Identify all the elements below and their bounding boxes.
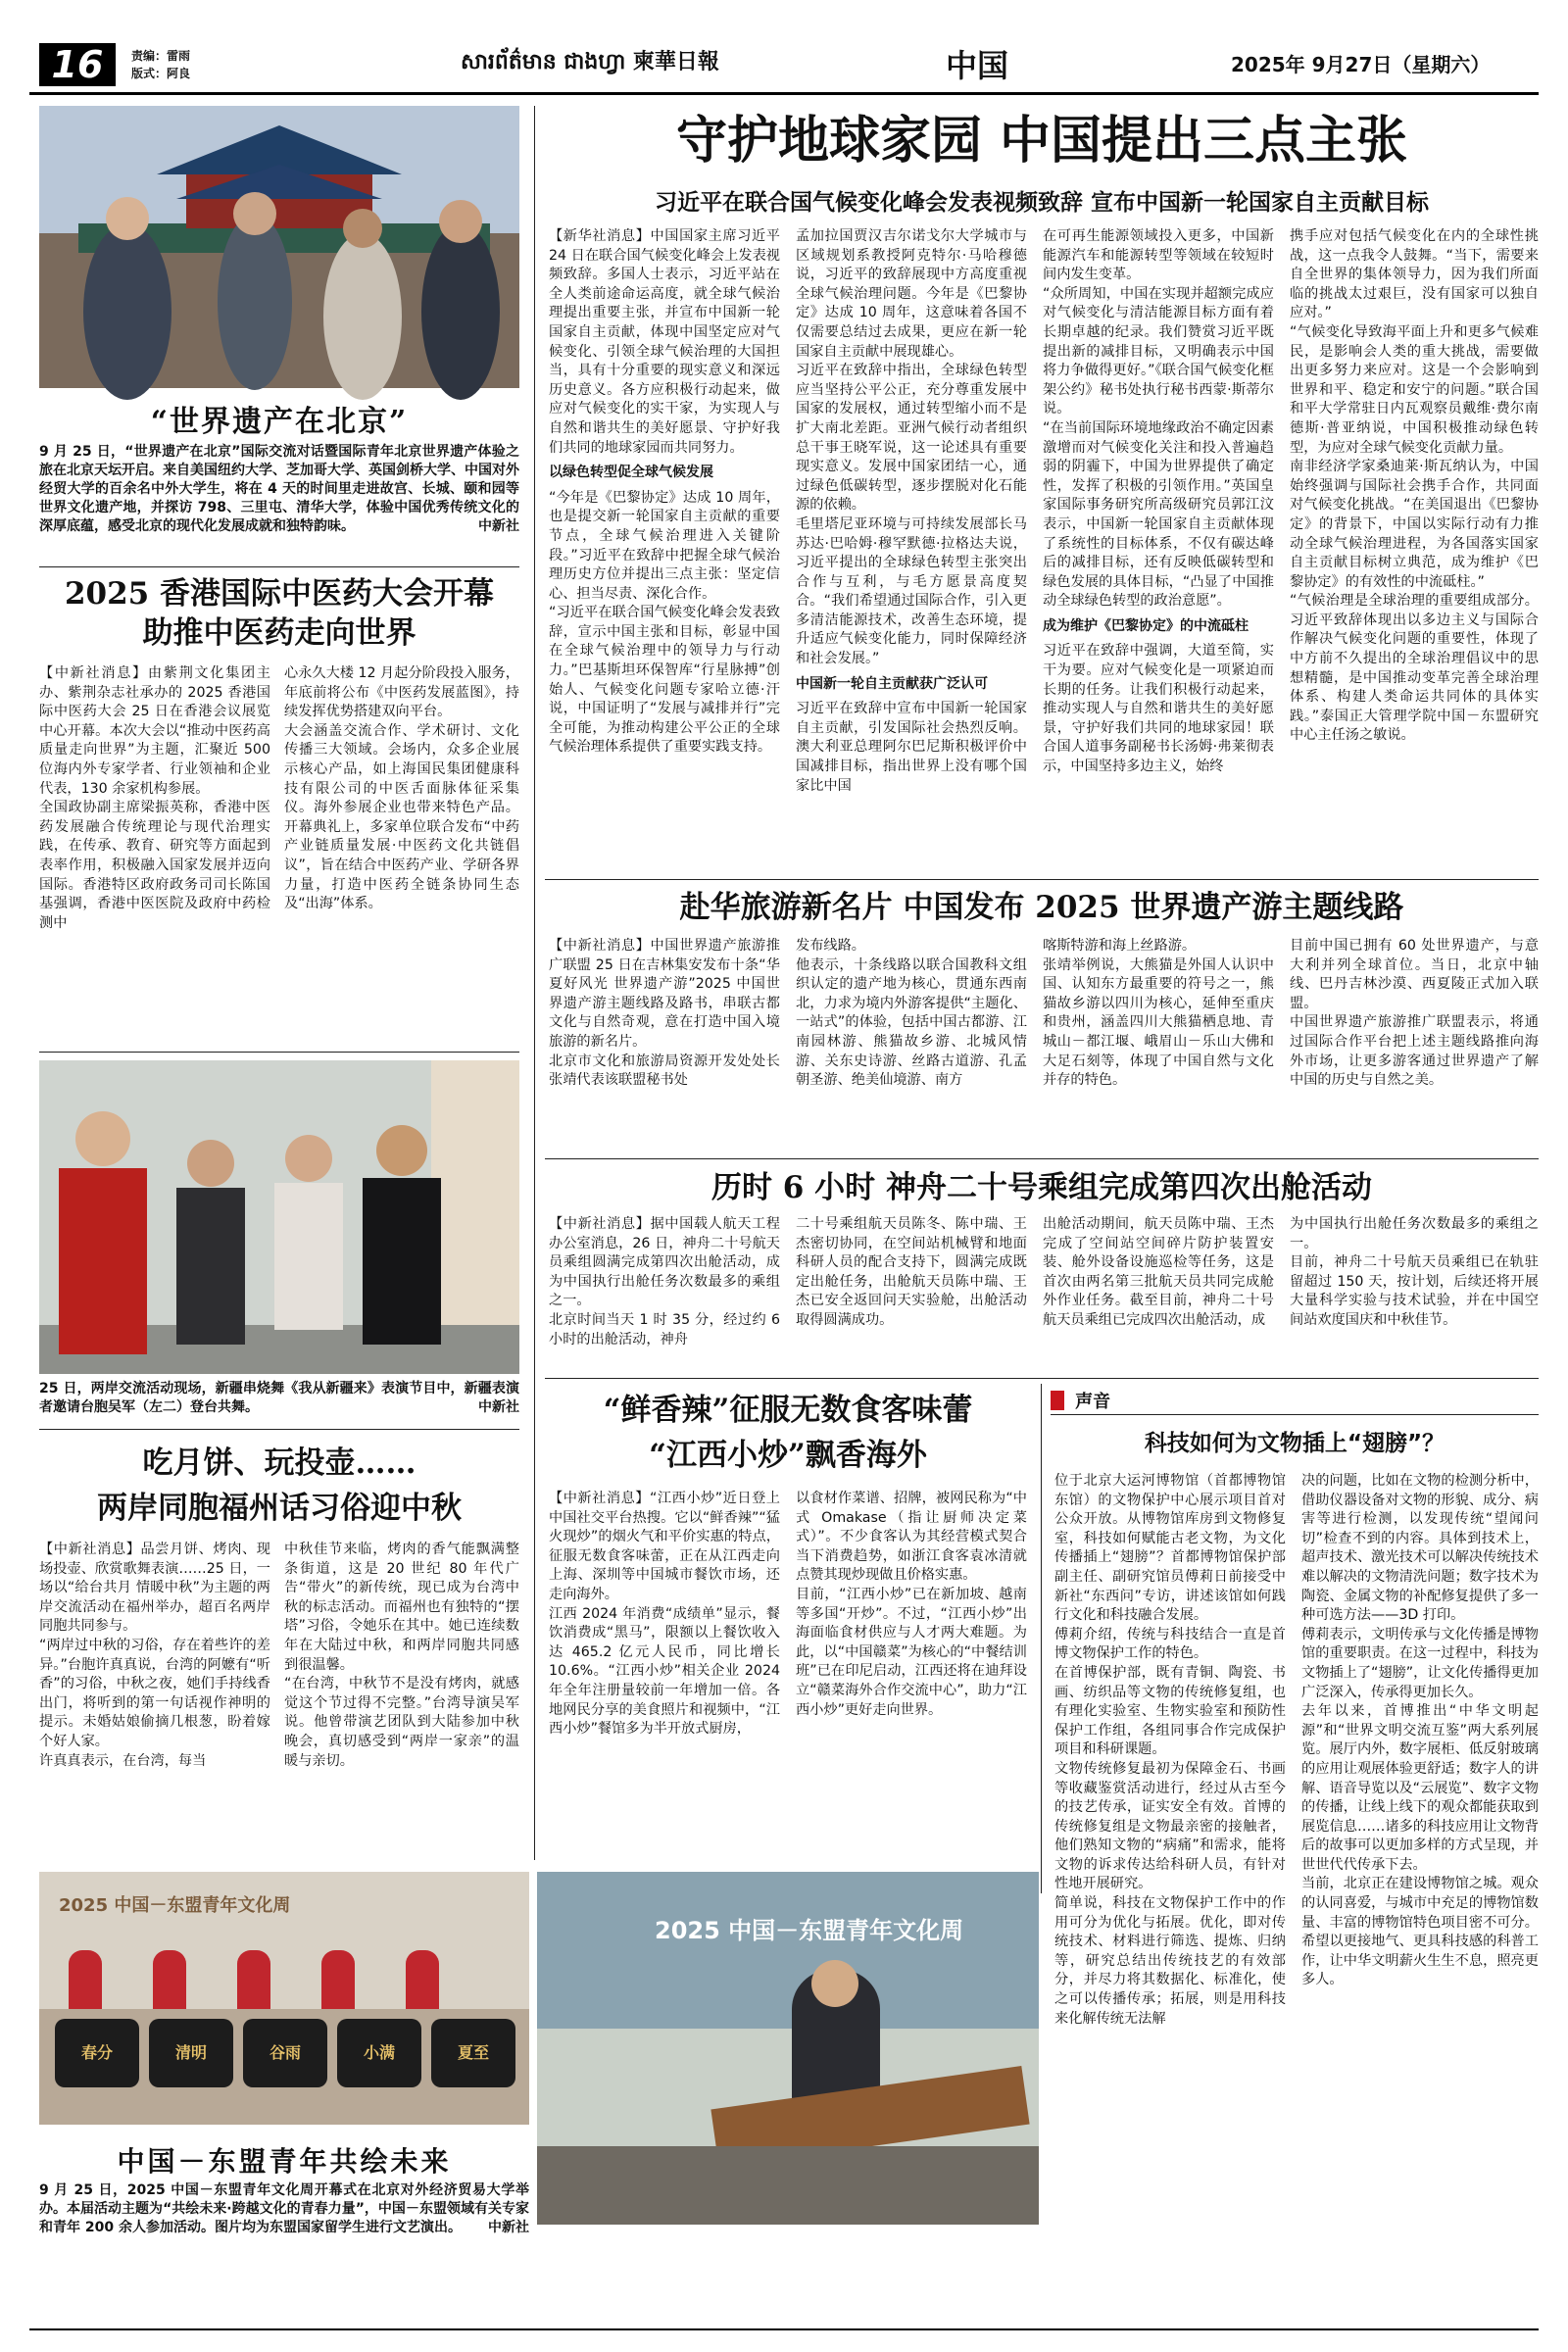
photo3-title: 中国－东盟青年共绘未来 — [117, 2145, 452, 2178]
photo-asean-drums — [39, 1872, 529, 2125]
drum: 小满 — [337, 2019, 421, 2087]
lead-col3 — [1043, 227, 1274, 872]
photo-temple-of-heaven — [39, 106, 519, 388]
banner-text-right: 2025 中国－东盟青年文化周 — [655, 1917, 964, 1944]
taiwan-headline-line1: 吃月饼、玩投壶…… — [142, 1446, 416, 1481]
banner-text-left: 2025 中国－东盟青年文化周 — [59, 1895, 291, 1916]
photo2-caption — [39, 1380, 519, 1417]
issue-date: 2025年 9月27日（星期六） — [1231, 53, 1491, 76]
lead-col1-subhead: 以绿色转型促全球气候发展 — [549, 465, 713, 481]
lead-col1-text: 【新华社消息】中国国家主席习近平 24 日在联合国气候变化峰会上发表视频致辞。多国人士表示，习近平站在全人类前途命运高度，就全球气候治理提出重要主张，并宣布中国新一轮国家自主贡献，体现中国坚定应对气候变化、引领全球气候治理的大国担当，具有十分重要的现实意义和深远历史意义。各方应积极行动起来，做应对气候变化的实干家，为实现人与自然和谐共生的美好愿景、守护好我们共同的地球家园而共同努力。 — [549, 228, 785, 456]
lead-col3-text: 在可再生能源领域投入更多，中国新能源汽车和能源转型等领域在较短时间内发生变革。 “众所周知，中国在实现并超额完成应对气候变化与清洁能源目标方面有着长期卓越的纪录。我们赞赏习近平既提出新的减排目标，又明确表示中国将力争做得更好。”《联合国气候变化框架公约》秘书处执行秘书西蒙·斯蒂尔说。 “在当前国际环境地缘政治不确定因素激增而对气候变化关注和投入普遍趋弱的阴霾下，中国为世界提供了确定性，发挥了积极的引领作用。”英国皇家国际事务研究所高级研究员郭江汶表示，中国新一轮国家自主贡献体现了系统性的目标体系，不仅有碳达峰后的减排目标，还有反映低碳转型和绿色发展的具体目标，“凸显了中国推动全球绿色转型的政治意愿”。 — [1043, 228, 1274, 610]
heritage-col2: 发布线路。 他表示，十条线路以联合国教科文组织认定的遗产地为核心，贯通东西南北，力求为境内外游客提供“主题化、一站式”的体验，包括中国古都游、江南园林游、熊猫故乡游、北城风情游、关东史诗游、丝路古道游、孔孟朝圣游、绝美仙境游、南方 — [796, 938, 1027, 1089]
space-headline: 历时 6 小时 神舟二十号乘组完成第四次出舱活动 — [711, 1170, 1372, 1205]
jiangxi-col1: 【中新社消息】“江西小炒”近日登上中国社交平台热搜。它以“鲜香辣”“猛火现炒”的烟火气和平价实惠的特点，征服无数食客味蕾，正在从江西走向上海、深圳等中国城市餐饮市场，还走向海外。 江西 2024 年消费“成绩单”显示，餐饮消费成“黑马”，限额以上餐饮收入达 465.2 亿元人民币，同比增长 10.6%。“江西小炒”相关企业 2024 年全年注册量较前一年增加一倍。各地网民分享的美食照片和视频中，“江西小炒”餐馆多为半开放式厨房， — [549, 1491, 780, 1738]
space-col4: 为中国执行出舱任务次数最多的乘组之一。 目前，神舟二十号航天员乘组已在轨驻留超过 150 天，按计划，后续还将开展大量科学实验与技术试验，并在中国空间站欢度国庆和中秋佳节。 — [1290, 1216, 1539, 1328]
taiwan-col1: 【中新社消息】品尝月饼、烤肉、现场投壶、欣赏歌舞表演……25 日，一场以“给台共月 情暖中秋”为主题的两岸交流活动在福州举办，超百名两岸同胞共同参与。 “两岸过中秋的习俗，存在着些许的差异。”台胞许真真说，台湾的阿嬷有“听香”的习俗，中秋之夜，她们手持线香出门，将听到的第一句话视作神明的提示。未婚姑娘偷摘几根葱，盼着嫁个好人家。 许真真表示，在台湾，每当 — [39, 1542, 270, 1769]
taiwan-headline-line2: 两岸同胞福州话习俗迎中秋 — [97, 1491, 462, 1526]
heritage-col4: 目前中国已拥有 60 处世界遗产，与意大利并列全球首位。当日，北京中轴线、巴丹吉林沙漠、西夏陵正式加入联盟。 中国世界遗产旅游推广联盟表示，将通过国际合作平台把上述主题线路推向海外市场，让更多游客通过世界遗产了解中国的历史与自然之美。 — [1290, 938, 1539, 1089]
section-name: 中国 — [946, 47, 1009, 84]
hk-headline-line2: 助推中医药走向世界 — [142, 615, 416, 651]
editor-credit: 责编：雷雨 — [131, 49, 191, 63]
jiangxi-col2: 以食材作菜谱、招牌，被网民称为“中式 Omakase（指让厨师决定菜式）”。不少食客认为其经营模式契合当下消费趋势，如浙江食客袁冰清就点赞其现炒现做且价格实惠。 目前，“江西小炒”已在新加坡、越南等多国“开炒”。不过，“江西小炒”出海面临食材供应与人才两大难题。为此，以“中国赣菜”为核心的“中餐结训班”已在印尼启动，江西还将在迪拜设立“赣菜海外合作交流中心”，助力“江西小炒”更好走向世界。 — [796, 1491, 1027, 1718]
heritage-col1: 【中新社消息】中国世界遗产旅游推广联盟 25 日在吉林集安发布十条“华夏好风光 世界遗产游”2025 中国世界遗产游主题线路及路书，串联古都文化与自然奇观，意在打造中国入境旅游的新名片。 北京市文化和旅游局资源开发处处长张靖代表该联盟秘书处 — [549, 938, 780, 1089]
heritage-col3: 喀斯特游和海上丝路游。 张靖举例说，大熊猫是外国人认识中国、认知东方最重要的符号之一，熊猫故乡游以四川为核心，延伸至重庆和贵州，涵盖四川大熊猫栖息地、青城山－都江堰、峨眉山－乐山大佛和大足石刻等，体现了中国自然与文化并存的特色。 — [1043, 938, 1274, 1089]
caption-source: 中新社 — [478, 518, 519, 534]
lead-col2 — [796, 227, 1027, 872]
lead-col2b-text: 习近平在致辞中宣布中国新一轮国家自主贡献，引发国际社会热烈反响。澳大利亚总理阿尔巴尼斯积极评价中国减排目标，指出世界上没有哪个国家比中国 — [796, 701, 1027, 794]
taiwan-headline — [39, 1441, 519, 1531]
photo3-caption — [39, 2181, 529, 2237]
hk-headline — [39, 574, 519, 653]
hk-headline-line1: 2025 香港国际中医药大会开幕 — [64, 576, 495, 612]
voice-col1: 位于北京大运河博物馆（首都博物馆东馆）的文物保护中心展示项目首对公众开放。从博物馆库房到文物修复室，科技如何赋能古老文物，为文化传播插上“翅膀”？首都博物馆保护部副主任、副研究馆员傅莉日前接受中新社“东西问”专访，讲述该馆如何践行文化和科技融合发展。 傅莉介绍，传统与科技结合一直是首博文物保护工作的特色。 在首博保护部，既有青铜、陶瓷、书画、纺织品等文物的传统修复组，也有理化实验室、生物实验室和预防性保护工作组，各组同事合作完成保护项目和科研课题。 文物传统修复最初为保障金石、书画等收藏鉴赏活动进行，经过从古至今的技艺传承，证实安全有效。首博的传统修复组是文物最亲密的接触者，他们熟知文物的“病痛”和需求，能将文物的诉求传达给科研人员，有针对性地开展研究。 简单说，科技在文物保护工作中的作用可分为优化与拓展。优化，即对传统技术、材料进行筛选、提炼、归纳等，研究总结出传统技艺的有效部分，并尽力将其数据化、标准化，使之可以传播传承；拓展，则是用科技来化解传统无法解 — [1054, 1473, 1286, 2027]
caption-text: 25 日，两岸交流活动现场，新疆串烧舞《我从新疆来》表演节目中，新疆表演者邀请台胞吴军（左二）登台共舞。 — [39, 1381, 519, 1415]
lead-col4: 携手应对包括气候变化在内的全球性挑战，这一点我令人鼓舞。“当下，需要来自全世界的集体领导力，因为我们所面临的挑战太过艰巨，没有国家可以独自应对。” “气候变化导致海平面上升和更多气候难民，是影响会人类的重大挑战，需要做出更多努力来应对。这是一个会影响到世界和平、稳定和安宁的问题。”联合国和平大学常驻日内瓦观察员戴维·费尔南德斯·普亚纳说，中国积极推动绿色转型，为应对全球气候变化贡献力量。 南非经济学家桑迪莱·斯瓦纳认为，中国始终强调与国际社会携手合作，共同面对气候变化挑战。“在美国退出《巴黎协定》的背景下，中国以实际行动有力推动全球气候治理进程，为各国落实国家自主贡献目标树立典范，成为维护《巴黎协定》的有效性的中流砥柱。” “气候治理是全球治理的重要组成部分。习近平致辞体现出以多边主义与国际合作解决气候变化问题的重要性，体现了中方前不久提出的全球治理倡议中的思想精髓，是中国推动变革完善全球治理体系、构建人类命运共同体的具体实践。”泰国正大管理学院中国－东盟研究中心主任汤之敏说。 — [1290, 228, 1539, 744]
voice-col2: 决的问题，比如在文物的检测分析中，借助仪器设备对文物的形貌、成分、病害等进行检测，以发现传统“望闻问切”检查不到的内容。具体到技术上，超声技术、激光技术可以解决传统技术难以解决的文物清洗问题；数字技术为陶瓷、金属文物的补配修复提供了多一种可选方法——3D 打印。 傅莉表示，文明传承与文化传播是博物馆的重要职责。在这一过程中，科技为文物插上了“翅膀”，让文化传播得更加广泛深入，传承得更加长久。 去年以来，首博推出“中华文明起源”和“世界文明交流互鉴”两大系列展览。展厅内外，数字展柜、低反射玻璃的应用让观展体验更舒适；数字人的讲解、语音导览以及“云展览”、数字文物的传播，让线上线下的观众都能获取到展览信息……诸多的科技应用让文物背后的故事可以更加多样的方式呈现，并世世代代传承下去。 当前，北京正在建设博物馆之城。观众的认同喜爱，与城市中充足的博物馆数量、丰富的博物馆特色项目密不可分。希望以更接地气、更具科技感的科普工作，让中华文明薪火生生不息，照亮更多人。 — [1301, 1473, 1539, 1988]
lead-headline: 守护地球家园 中国提出三点主张 — [675, 112, 1408, 171]
voice-label — [1051, 1388, 1539, 1415]
layout-credit: 版式：阿良 — [131, 67, 191, 80]
photo-taiwan-event — [39, 1060, 519, 1374]
caption-source: 中新社 — [488, 2220, 529, 2235]
photo1-caption — [39, 443, 519, 536]
voice-marker-icon — [1051, 1391, 1064, 1410]
taiwan-col2: 中秋佳节来临，烤肉的香气能飘满整条街道，这是 20 世纪 80 年代广告“带火”的新传统，现已成为台湾中秋的标志活动。而福州也有独特的“摆塔”习俗，令她乐在其中。她已连续数年在大陆过中秋，和两岸同胞共同感到很温馨。 “在台湾，中秋节不是没有烤肉，就感觉这个节过得不完整。”台湾导演吴军说。他曾带演艺团队到大陆参加中秋晚会，真切感受到“两岸一家亲”的温暖与亲切。 — [284, 1542, 519, 1769]
lead-col3b-text: 习近平在致辞中强调，大道至简，实干为要。应对气候变化是一项紧迫而长期的任务。让我们积极行动起来，推动实现人与自然和谐共生的美好愿景，守护好我们共同的地球家园！联合国人道事务副秘书长汤姆·弗莱彻表示，中国坚持多边主义，始终 — [1043, 643, 1274, 775]
hk-col1: 【中新社消息】由紫荆文化集团主办、紫荆杂志社承办的 2025 香港国际中医药大会 25 日在香港会议展览中心开幕。本次大会以“推动中医药高质量走向世界”为主题，汇聚近 500 位海内外专家学者、行业领袖和企业代表，130 余家机构参展。 全国政协副主席梁振英称，香港中医药发展融合传统理论与现代治理实践，在传承、教育、研究等方面起到表率作用，积极融入国家发展并迈向国际。香港特区政府政务司司长陈国基强调，香港中医医院及政府中药检测中 — [39, 665, 270, 931]
heritage-headline: 赴华旅游新名片 中国发布 2025 世界遗产游主题线路 — [679, 890, 1404, 925]
masthead: សារព័ត៌មាន ជាងហ្វា 柬華日報 — [461, 49, 719, 74]
page-number: 16 — [39, 43, 116, 86]
jiangxi-headline-line1: “鲜香辣”征服无数食客味蕾 — [603, 1393, 973, 1428]
lead-col3-subhead: 成为维护《巴黎协定》的中流砥柱 — [1043, 617, 1249, 634]
voice-label-text: 声音 — [1075, 1392, 1111, 1412]
photo1-title: “世界遗产在北京” — [150, 405, 409, 439]
voice-headline: 科技如何为文物插上“翅膀”？ — [1144, 1431, 1446, 1456]
space-col2: 二十号乘组航天员陈冬、陈中瑞、王杰密切协同，在空间站机械臂和地面科研人员的配合支持下，圆满完成既定出舱任务，出舱航天员陈中瑞、王杰已安全返回问天实验舱，出舱活动取得圆满成功。 — [796, 1216, 1027, 1328]
space-col1: 【中新社消息】据中国载人航天工程办公室消息，26 日，神舟二十号航天员乘组圆满完成第四次出舱活动，成为中国执行出舱任务次数最多的乘组之一。 北京时间当天 1 时 35 分，经过约 6 小时的出舱活动，神舟 — [549, 1216, 780, 1348]
lead-col2-subhead: 中国新一轮自主贡献获广泛认可 — [796, 675, 988, 692]
lead-col1b-text: “今年是《巴黎协定》达成 10 周年，也是提交新一轮国家自主贡献的重要节点，全球气候治理进入关键阶段。”习近平在致辞中把握全球气候治理历史方位并提出三点主张：坚定信心、担当尽责、深化合作。 “习近平在联合国气候变化峰会发表致辞，宣示中国主张和目标，彰显中国在全球气候治理中的领导力与行动力。”巴基斯坦环保智库“行星脉搏”创始人、气候变化问题专家哈立德·汗说，中国证明了“发展与减排并行”完全可能，为推动构建公平公正的全球气候治理体系提供了重要实践支持。 — [549, 489, 780, 756]
caption-text: 9 月 25 日，“世界遗产在北京”国际交流对话暨国际青年北京世界遗产体验之旅在北京天坛开启。来自美国纽约大学、芝加哥大学、英国剑桥大学、中国对外经贸大学的百余名中外大学生，将在 4 天的时间里走进故宫、长城、颐和园等世界文化遗产地，并探访 798、三里屯、清华大学，体验中国优秀传统文化的深厚底蕴，感受北京的现代化发展成就和独特韵味。 — [39, 444, 519, 534]
page-header — [29, 37, 1539, 94]
drum: 夏至 — [431, 2019, 515, 2087]
caption-source: 中新社 — [478, 1399, 519, 1415]
drum: 清明 — [149, 2019, 233, 2087]
space-col3: 出舱活动期间，航天员陈中瑞、王杰完成了空间站空间碎片防护装置安装、舱外设备设施巡检等任务，这是首次由两名第三批航天员共同完成舱外作业任务。截至目前，神舟二十号航天员乘组已完成四次出舱活动，成 — [1043, 1216, 1274, 1328]
hk-col2: 心永久大楼 12 月起分阶段投入服务，年底前将公布《中医药发展蓝图》，持续发挥优势搭建双向平台。 大会涵盖交流合作、学术研讨、文化传播三大领域。会场内，众多企业展示核心产品，如上海国民集团健康科技有限公司的中医舌面脉体征采集仪。海外参展企业也带来特色产品。开幕典礼上，多家单位联合发布“中药产业链质量发展·中医药文化共链倡议”，旨在结合中医药产业、学研各界力量，打造中医药全链条协同生态及“出海”体系。 — [284, 665, 519, 912]
photo-guzheng — [537, 1872, 1039, 2225]
drum: 谷雨 — [243, 2019, 327, 2087]
lead-col1 — [549, 227, 785, 872]
caption-text: 9 月 25 日，2025 中国－东盟青年文化周开幕式在北京对外经济贸易大学举办。本届活动主题为“共绘未来·跨越文化的青春力量”，中国－东盟领域有关专家和青年 200 余人参加活动。图片均为东盟国家留学生进行文艺演出。 — [39, 2182, 529, 2235]
drum-row — [55, 2019, 525, 2087]
lead-col2-text: 孟加拉国贾汉吉尔诺戈尔大学城市与区域规划系教授阿克特尔·马哈穆德说，习近平的致辞展现中方高度重视全球气候治理问题。今年是《巴黎协定》达成 10 周年，这意味着各国不仅需要总结过去成果，更应在新一轮国家自主贡献中展现雄心。 习近平在致辞中指出，全球绿色转型应当坚持公平公正，充分尊重发展中国家的发展权，通过转型缩小而不是扩大南北差距。亚洲气候行动者组织总干事王晓军说，这一论述具有重要现实意义。发展中国家团结一心，通过绿色低碳转型，逐步摆脱对化石能源的依赖。 毛里塔尼亚环境与可持续发展部长马苏达·巴哈姆·穆罕默德·拉格达夫说，习近平提出的全球绿色转型主张突出合作与互利，与毛方愿景高度契合。“我们希望通过国际合作，引入更多清洁能源技术，改善生态环境，提升适应气候变化能力，同时保障经济和社会发展。” — [796, 228, 1027, 667]
jiangxi-headline — [545, 1388, 1031, 1478]
jiangxi-headline-line2: “江西小炒”飘香海外 — [649, 1438, 927, 1473]
drum: 春分 — [55, 2019, 139, 2087]
lead-subhead: 习近平在联合国气候变化峰会发表视频致辞 宣布中国新一轮国家自主贡献目标 — [654, 190, 1429, 216]
